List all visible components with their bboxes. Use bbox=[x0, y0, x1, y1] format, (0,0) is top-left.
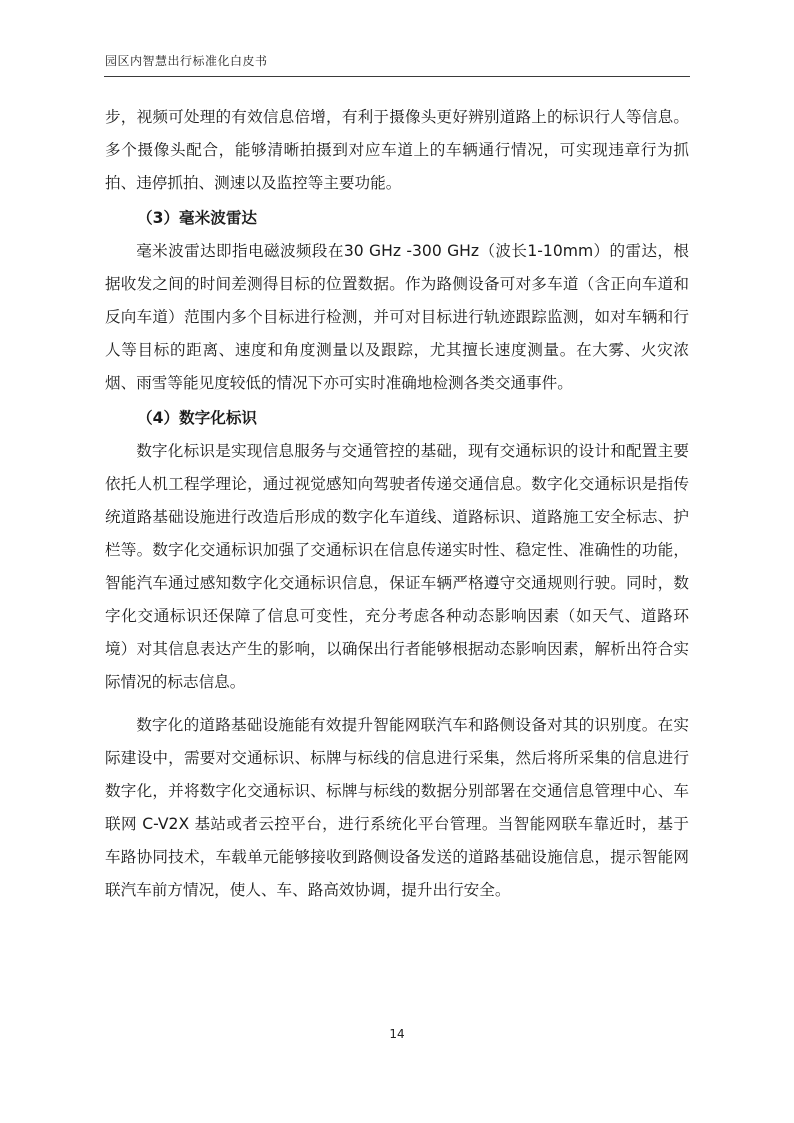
paragraph-digital-infrastructure: 数字化的道路基础设施能有效提升智能网联汽车和路侧设备对其的识别度。在实际建设中，需要对交通标识、标牌与标线的信息进行采集，然后将所采集的信息进行数字化，并将数字化交通标识、标牌与标线的数据分别部署在交通信息管理中心、车联网 C-V2X 基站或者云控平台，进行系统化平台管理。当智能网联车靠近时，基于车路协同技术，车载单元能够接收到路侧设备发送的道路基础设施信息，提示智能网联汽车前方情况，使人、车、路高效协调，提升出行安全。 bbox=[105, 716, 689, 899]
page-number: 14 bbox=[389, 1027, 405, 1041]
section-heading-mmwave-radar: （3）毫米波雷达 bbox=[137, 209, 258, 227]
header-divider bbox=[104, 76, 690, 77]
section-heading-digital-signage: （4）数字化标识 bbox=[137, 409, 258, 427]
page-body bbox=[105, 101, 689, 907]
paragraph-mmwave-radar: 毫米波雷达即指电磁波频段在30 GHz -300 GHz（波长1-10mm）的雷达，根据收发之间的时间差测得目标的位置数据。作为路侧设备可对多车道（含正向车道和反向车道）范围内多个目标进行检测，并可对目标进行轨迹跟踪监测，如对车辆和行人等目标的距离、速度和角度测量以及跟踪，尤其擅长速度测量。在大雾、火灾浓烟、雨雪等能见度较低的情况下亦可实时准确地检测各类交通事件。 bbox=[105, 242, 689, 392]
paragraph-camera-continued: 步，视频可处理的有效信息倍增，有利于摄像头更好辨别道路上的标识行人等信息。多个摄像头配合，能够清晰拍摄到对应车道上的车辆通行情况，可实现违章行为抓拍、违停抓拍、测速以及监控等主要功能。 bbox=[105, 108, 689, 192]
running-header: 园区内智慧出行标准化白皮书 bbox=[105, 54, 268, 68]
paragraph-digital-signage: 数字化标识是实现信息服务与交通管控的基础，现有交通标识的设计和配置主要依托人机工程学理论，通过视觉感知向驾驶者传递交通信息。数字化交通标识是指传统道路基础设施进行改造后形成的数字化车道线、道路标识、道路施工安全标志、护栏等。数字化交通标识加强了交通标识在信息传递实时性、稳定性、准确性的功能，智能汽车通过感知数字化交通标识信息，保证车辆严格遵守交通规则行驶。同时，数字化交通标识还保障了信息可变性，充分考虑各种动态影响因素（如天气、道路环境）对其信息表达产生的影响，以确保出行者能够根据动态影响因素，解析出符合实际情况的标志信息。 bbox=[105, 442, 689, 691]
